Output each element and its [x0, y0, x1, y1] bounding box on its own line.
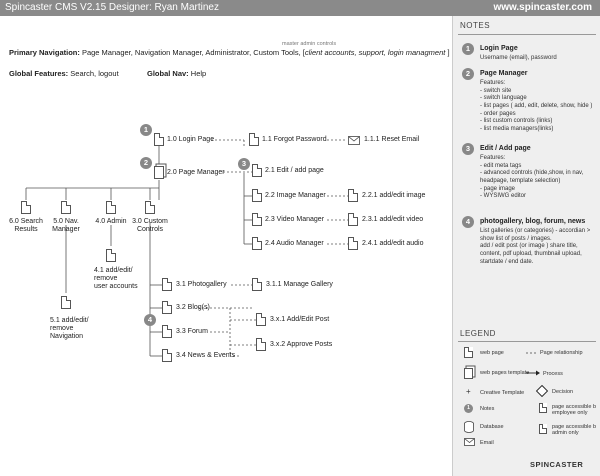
image-manager-icon — [252, 189, 262, 202]
nav-manager-line2: Manager — [52, 226, 80, 234]
legend-notes: Notes — [480, 406, 495, 412]
add-edit-image-icon — [348, 189, 358, 202]
legend-creative-template: Creative Template — [480, 390, 525, 396]
node-add-edit-image: 2.2.1 add/edit image — [362, 192, 426, 199]
video-manager-icon — [252, 213, 262, 226]
forum-icon — [162, 325, 172, 338]
node-login-page: 1.0 Login Page — [167, 136, 215, 143]
note-badge-2: 2 — [140, 157, 152, 169]
global-features-label: Global Features: — [9, 69, 69, 78]
master-admin-label: master admin controls — [282, 41, 337, 47]
user-accounts-icon — [106, 249, 116, 262]
node-admin: 4.0 Admin — [95, 218, 127, 225]
nav-manager-line1: 5.0 Nav. — [53, 218, 79, 225]
global-nav-items: Help — [190, 69, 207, 78]
node-news-events: 3.4 News & Events — [176, 352, 236, 359]
blogs-icon — [162, 301, 172, 314]
note-4-badge: 4 — [462, 216, 474, 228]
nav-manager-icon — [61, 201, 71, 214]
legend-decision: Decision — [552, 389, 574, 395]
node-add-edit-audio: 2.4.1 add/edit audio — [362, 240, 424, 247]
node-manage-gallery: 3.1.1 Manage Gallery — [266, 281, 333, 288]
add-edit-post-icon — [256, 313, 266, 326]
notes-divider — [458, 34, 596, 35]
node-add-edit-post: 3.x.1 Add/Edit Post — [270, 316, 330, 323]
legend-database: Database — [480, 424, 504, 430]
legend-process: Process — [543, 371, 563, 377]
note-badge-4: 4 — [144, 314, 156, 326]
note-3-body: Features: - edit meta tags - advanced controls (hide,show, in nav, headpage, template selection) - page image - WYSIWG editor — [480, 155, 584, 200]
node-video-manager: 2.3 Video Manager — [265, 216, 325, 223]
legend-admin-access — [552, 424, 596, 436]
legend-admin-line1: page accessible b — [552, 424, 597, 430]
note-2-badge: 2 — [462, 68, 474, 80]
note-badge-3: 3 — [238, 158, 250, 170]
legend-process-arrow — [526, 370, 540, 376]
legend-creative-plus-icon: + — [466, 387, 471, 396]
legend-template: web pages template — [480, 370, 530, 376]
admin-icon — [106, 201, 116, 214]
search-results-line1: 6.0 Search — [9, 218, 43, 225]
node-forum: 3.3 Forum — [176, 328, 208, 335]
nav-edit-line2: remove — [50, 325, 74, 333]
legend-employee-line2: employee only — [552, 410, 588, 416]
user-accounts-line1: 4.1 add/edit/ — [94, 267, 133, 274]
note-2-title: Page Manager — [480, 70, 528, 77]
node-forgot-password: 1.1 Forgot Password — [262, 136, 327, 143]
user-accounts-line3: user accounts — [94, 283, 138, 291]
nav-edit-icon — [61, 296, 71, 309]
audio-manager-icon — [252, 237, 262, 250]
legend-divider — [458, 341, 596, 342]
node-custom-controls — [130, 218, 170, 234]
global-nav-label: Global Nav: — [147, 69, 189, 78]
primary-navigation: Primary Navigation: Page Manager, Navigation Manager, Administrator, Custom Tools, [client accounts, support, login managment ] — [9, 48, 450, 57]
app-title: Spincaster CMS V2.15 Designer: Ryan Martinez — [5, 2, 219, 13]
node-nav-edit — [50, 317, 89, 341]
nav-edit-line3: Navigation — [50, 333, 84, 341]
legend-page-relationship: Page relationship — [540, 350, 583, 356]
legend-admin-line2: admin only — [552, 430, 579, 436]
news-events-icon — [162, 349, 172, 362]
legend-admin-page-icon — [539, 424, 547, 434]
legend-employee-line1: page accessible b — [552, 404, 597, 410]
note-1-title: Login Page — [480, 45, 518, 52]
note-1-body: Username (email), password — [480, 55, 557, 61]
global-features-items: Search, logout — [70, 69, 119, 78]
photogallery-icon — [162, 278, 172, 291]
search-results-line2: Results — [14, 226, 38, 234]
node-add-edit-video: 2.3.1 add/edit video — [362, 216, 424, 223]
legend-email-icon — [464, 438, 475, 446]
email-icon — [348, 136, 360, 145]
primary-nav-extra: client accounts, support, login managment — [304, 48, 446, 57]
manage-gallery-icon — [252, 278, 262, 291]
footer-brand: SPINCASTER — [530, 460, 584, 469]
node-blogs: 3.2 Blog(s) — [176, 304, 210, 311]
login-page-icon — [154, 133, 164, 146]
node-user-accounts — [94, 267, 138, 291]
search-results-icon — [21, 201, 31, 214]
site-url[interactable]: www.spincaster.com — [493, 2, 592, 13]
legend-employee-page-icon — [539, 403, 547, 413]
legend-heading: LEGEND — [460, 329, 496, 338]
add-edit-audio-icon — [348, 237, 358, 250]
node-photogallery: 3.1 Photogallery — [176, 281, 227, 288]
approve-posts-icon — [256, 338, 266, 351]
node-edit-add-page: 2.1 Edit / add page — [265, 167, 324, 174]
edit-add-page-icon — [252, 164, 262, 177]
page-manager-icon — [154, 166, 164, 179]
legend-email: Email — [480, 440, 494, 446]
nav-edit-line1: 5.1 add/edit/ — [50, 317, 89, 324]
note-1-badge: 1 — [462, 43, 474, 55]
legend-notes-icon: 1 — [464, 404, 473, 413]
node-search-results — [6, 218, 46, 234]
node-reset-email: 1.1.1 Reset Email — [364, 136, 420, 143]
custom-controls-icon — [145, 201, 155, 214]
note-4-title: photogallery, blog, forum, news — [480, 218, 586, 225]
forgot-password-icon — [249, 133, 259, 146]
notes-heading: NOTES — [460, 21, 491, 30]
legend-web-page-icon — [464, 347, 473, 358]
primary-nav-items: Page Manager, Navigation Manager, Administrator, Custom Tools, [ — [81, 48, 305, 57]
note-2-body: Features: - switch site - switch language - list pages ( add, edit, delete, show, hide ) - order pages - list custom controls (links) - list media managers(links) — [480, 80, 593, 133]
legend-database-icon — [464, 421, 474, 433]
user-accounts-line2: remove — [94, 275, 118, 283]
custom-controls-line1: 3.0 Custom — [132, 218, 168, 225]
legend-page-relationship-line — [526, 351, 538, 355]
note-3-badge: 3 — [462, 143, 474, 155]
custom-controls-line2: Controls — [136, 226, 164, 234]
node-image-manager: 2.2 Image Manager — [265, 192, 326, 199]
primary-nav-label: Primary Navigation: — [9, 48, 80, 57]
node-audio-manager: 2.4 Audio Manager — [265, 240, 324, 247]
node-approve-posts: 3.x.2 Approve Posts — [270, 341, 333, 348]
node-nav-manager — [46, 218, 86, 234]
legend-employee-access — [552, 404, 596, 416]
add-edit-video-icon — [348, 213, 358, 226]
note-3-title: Edit / Add page — [480, 145, 531, 152]
node-page-manager: 2.0 Page Manager — [167, 169, 225, 176]
note-4-body: List galleries (or categories) - accordian > show list of posts / images. add / edit post (or image ) share title, content, pdf upload, thumbnail upload, startdate / end date. — [480, 228, 591, 265]
note-badge-1: 1 — [140, 124, 152, 136]
legend-web-page: web page — [480, 350, 504, 356]
legend-decision-icon — [536, 385, 548, 397]
legend-template-icon — [464, 368, 473, 379]
